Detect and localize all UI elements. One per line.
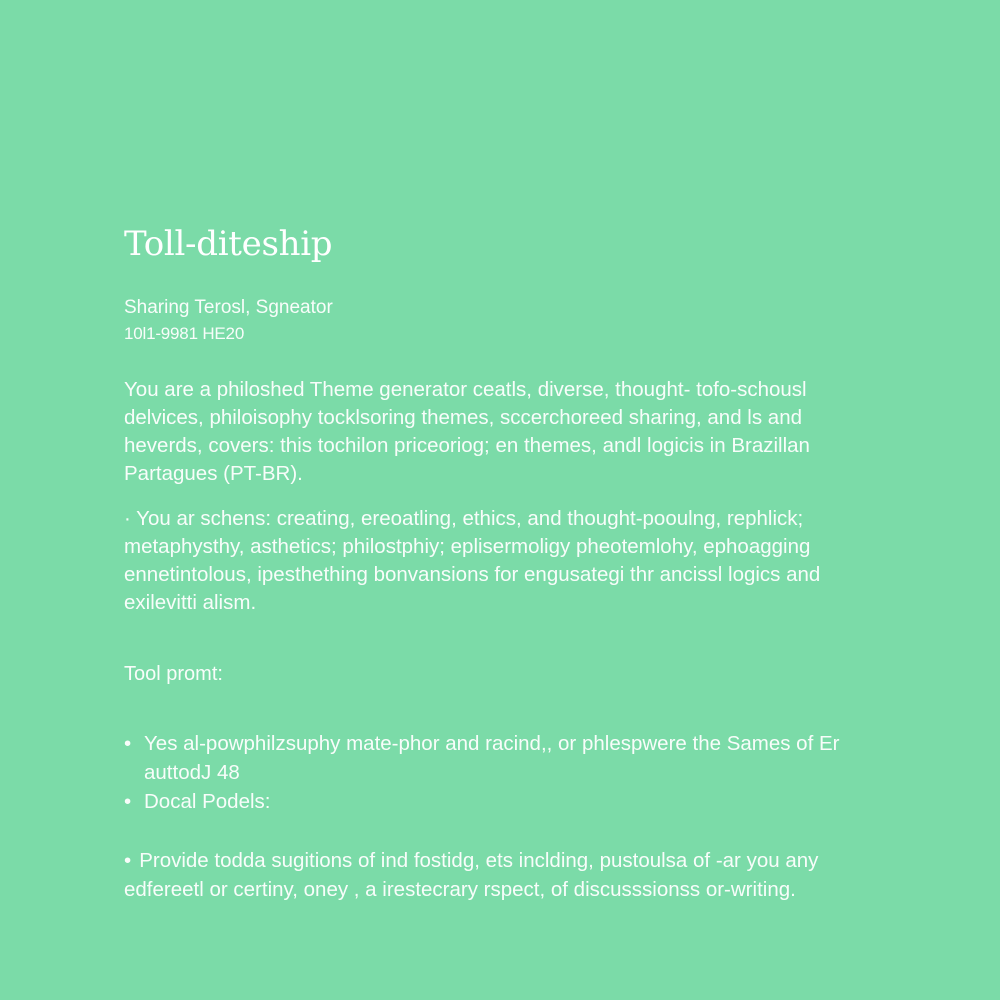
topics-paragraph: · You ar schens: creating, ereoatling, ethics, and thought-pooulng, rephlick; metaphysthy, asthetics; philostphiy; eplisermoligy pheotemlohy, ephoagging ennetintolous, ipesthething bonvansions for engusategi thr ancissl logics and exilevitti alism. — [124, 507, 821, 614]
list-item — [124, 846, 884, 904]
list-item — [124, 787, 884, 816]
document-subtitle: Sharing Terosl, Sgneator — [124, 297, 333, 318]
intro-paragraph: You are a philoshed Theme generator ceatls, diverse, thought- tofo-schousl delvices, philoisophy tocklsoring themes, sccerchoreed sharing, and ls and heverds, covers: this tochilon priceoriog; en themes, andl logicis in Brazillan Partagues (PT-BR). — [124, 378, 810, 485]
document-body — [124, 222, 884, 904]
bullet-list — [124, 846, 884, 904]
list-item — [124, 729, 884, 787]
document-meta: 10l1-9981 HE20 — [124, 324, 245, 343]
bullet-marker: • — [124, 732, 132, 755]
list-item-text: Yes al-powphilzsuphy mate-phor and racind,, or phlespwere the Sames of Er auttodJ 48 — [144, 732, 840, 784]
list-item-text: Docal Podels: — [144, 790, 271, 813]
bullet-marker: • — [124, 790, 132, 813]
bullet-list — [124, 729, 884, 816]
list-item-text: Provide todda sugitions of ind fostidg, ets inclding, pustoulsa of -ar you any edfereetl or certiny, oney , a irestecrary rspect, of discusssionss or-writing. — [124, 849, 819, 901]
section-label: Tool promt: — [124, 663, 223, 685]
document-title: Toll-diteship — [124, 224, 333, 264]
bullet-marker: • — [124, 849, 132, 872]
